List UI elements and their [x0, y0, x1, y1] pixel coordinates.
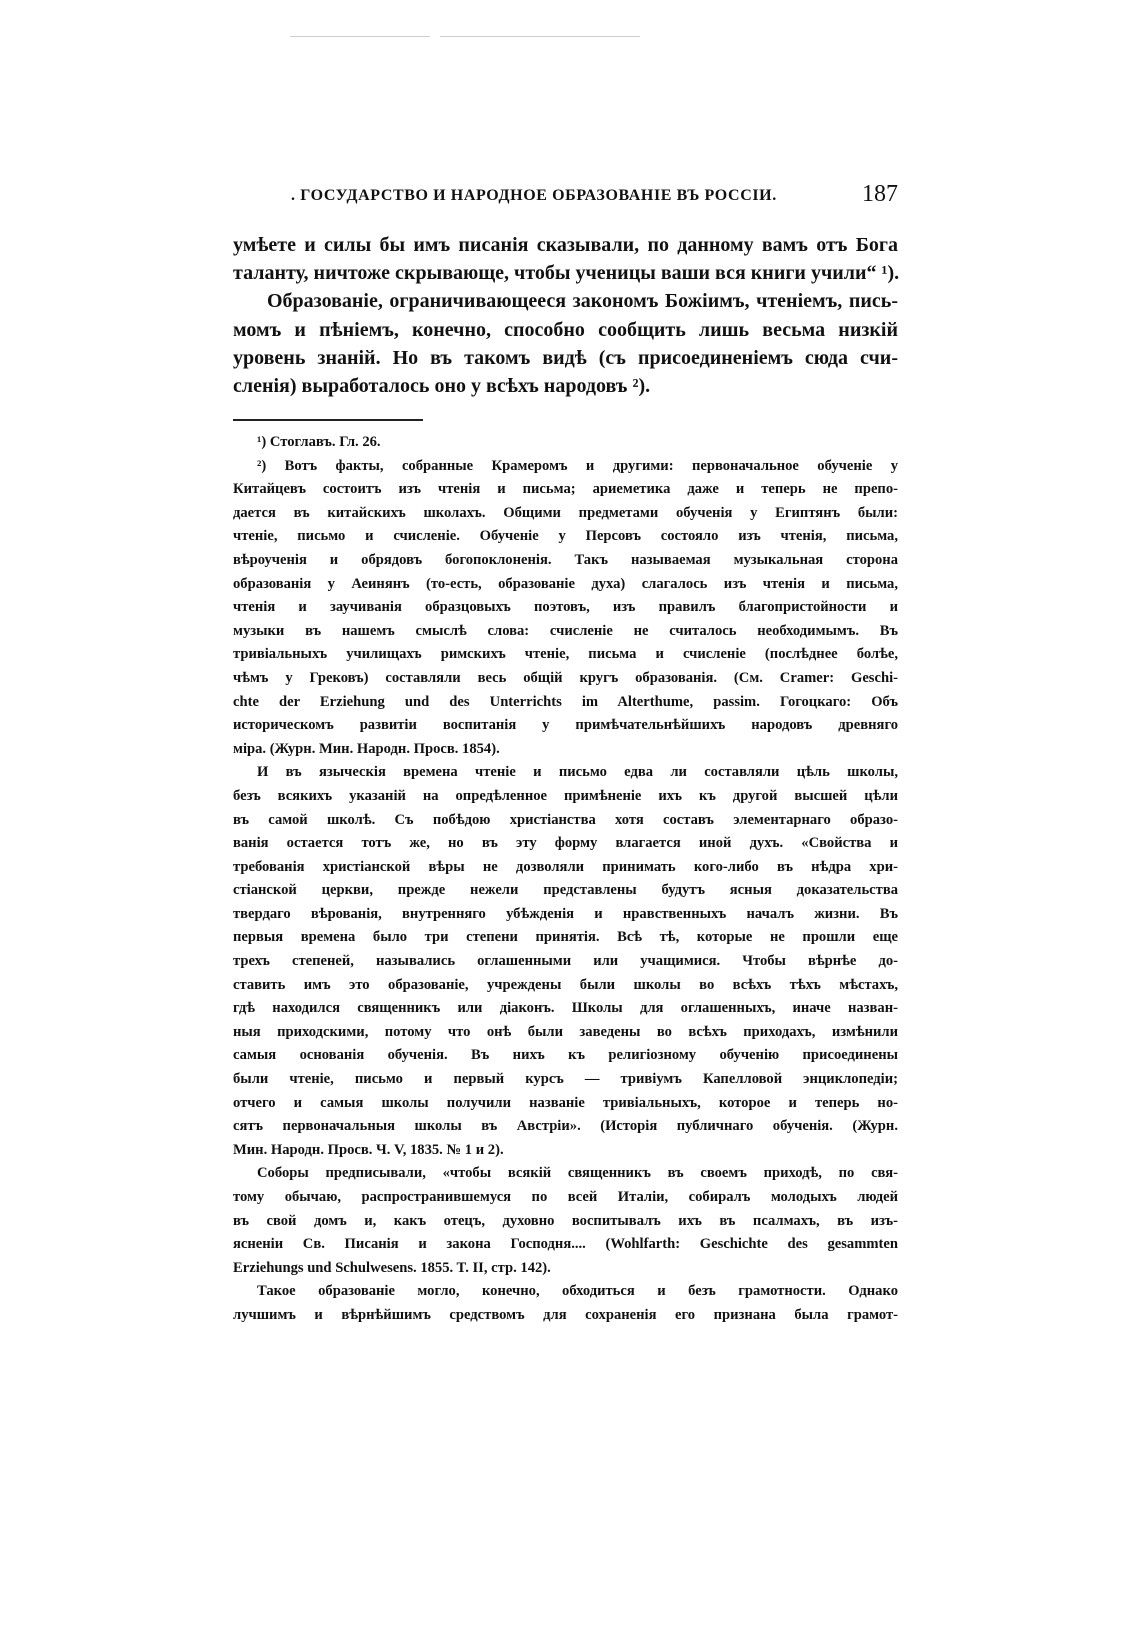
footnote-line: Такое образованіе могло, конечно, обходиться и безъ грамотности. Однако	[257, 1283, 898, 1300]
footnote-line: ²) Вотъ факты, собранные Крамеромъ и другими: первоначальное обученіе у	[257, 457, 898, 474]
footnote-line: ясненіи Св. Писанія и закона Господня.... (Wohlfarth: Geschichte des gesammten	[233, 1236, 898, 1253]
footnote-line: чтенія и заучиванія образцовыхъ поэтовъ, изъ правилъ благопристойности и	[233, 599, 898, 616]
footnotes	[233, 431, 898, 1328]
footnote-line: первыя времена было три степени принятія. Всѣ тѣ, которые не прошли еще	[233, 929, 898, 946]
footnote-line: міра. (Журн. Мин. Народн. Просв. 1854).	[233, 740, 500, 757]
footnote-line: чѣмъ у Грековъ) составляли весь общій кругъ образованія. (См. Cramer: Geschi-	[233, 669, 898, 686]
footnote-line: ванія остается тотъ же, но въ эту форму влагается иной духъ. «Свойства и	[233, 835, 898, 852]
footnote-line: образованія у Аеинянъ (то-есть, образованіе духа) слагалось изъ чтенія и письма,	[233, 575, 898, 592]
text-line: уровень знаній. Но въ такомъ видѣ (съ присоединеніемъ сюда счи-	[233, 346, 898, 369]
footnote-line: И въ языческія времена чтеніе и письмо едва ли составляли цѣль школы,	[257, 764, 898, 781]
text-line: сленія) выработалось оно у всѣхъ народовъ ²).	[233, 374, 651, 397]
footnote-line: Erziehungs und Schulwesens. 1855. T. II, стр. 142).	[233, 1259, 551, 1276]
footnote-line: отчего и самыя школы получили названіе тривіальныхъ, которое и теперь но-	[233, 1094, 898, 1111]
footnote-line: Мин. Народн. Просв. Ч. V, 1835. № 1 и 2).	[233, 1141, 504, 1158]
footnote-line: тому обычаю, распространившемуся по всей Италіи, собиралъ молодыхъ людей	[233, 1189, 898, 1205]
footnote-line: chte der Erziehung und des Unterrichts im Alterthume, passim. Гогоцкаго: Объ	[233, 693, 898, 710]
footnote-line: въ свой домъ и, какъ отецъ, духовно воспитывалъ ихъ въ псалмахъ, въ изъ-	[233, 1212, 898, 1229]
scan-artifact-line	[290, 36, 430, 37]
footnote-line: тривіальныхъ училищахъ римскихъ чтеніе, письма и счисленіе (послѣднее болѣе,	[233, 646, 898, 663]
footnote-line: вѣроученія и обрядовъ богопоклоненія. Такъ называемая музыкальная сторона	[233, 551, 898, 568]
footnote-line: Китайцевъ состоитъ изъ чтенія и письма; ариеметика даже и теперь не препо-	[233, 481, 898, 498]
footnote-line: музыки въ нашемъ смыслѣ слова: счисленіе не считалось необходимымъ. Въ	[233, 622, 898, 639]
text-line: Образованіе, ограничивающееся закономъ Божіимъ, чтеніемъ, пись-	[267, 290, 898, 313]
footnote-line: гдѣ находился священникъ или діаконъ. Школы для оглашенныхъ, иначе назван-	[233, 1000, 898, 1017]
main-text	[233, 231, 898, 400]
text-line: таланту, ничтоже скрывающе, чтобы ученицы ваши вся книги учили“ ¹).	[233, 262, 900, 285]
footnote-separator	[233, 419, 423, 421]
footnote-line: лучшимъ и вѣрнѣйшимъ средствомъ для сохраненія его признана была грамот-	[233, 1306, 898, 1323]
footnote-line: самыя основанія обученія. Въ нихъ къ религіозному обученію присоединены	[233, 1047, 898, 1064]
scan-artifact-line	[440, 36, 640, 37]
footnote-line: твердаго вѣрованія, внутренняго убѣжденія и нравственныхъ началъ жизни. Въ	[233, 905, 898, 922]
footnote-line: ставить имъ это образованіе, учреждены были школы во всѣхъ тѣхъ мѣстахъ,	[233, 976, 898, 993]
footnote-line: требованія христіанской вѣры не дозволяли принимать кого-либо въ нѣдра хри-	[233, 858, 898, 875]
text-line: умѣете и силы бы имъ писанія сказывали, по данному вамъ отъ Бога	[233, 234, 898, 256]
page-header	[233, 181, 898, 211]
footnote-line: трехъ степеней, назывались оглашенными или учащимися. Чтобы вѣрнѣе до-	[233, 953, 898, 970]
footnote-line: безъ всякихъ указаній на опредѣленное примѣненіе ихъ къ другой высшей цѣли	[233, 787, 898, 804]
footnote-line: историческомъ развитіи воспитанія у примѣчательнѣйшихъ народовъ древняго	[233, 717, 898, 734]
footnote-line: ныя приходскими, потому что онѣ были заведены во всѣхъ приходахъ, измѣнили	[233, 1023, 898, 1040]
page-number: 187	[862, 181, 898, 207]
footnote-line: были чтеніе, письмо и первый курсъ — тривіумъ Капелловой энциклопедіи;	[233, 1071, 898, 1088]
footnote-line: дается въ китайскихъ школахъ. Общими предметами обученія у Египтянъ были:	[233, 504, 898, 521]
footnote-line: сятъ первоначальныя школы въ Австріи». (Исторія публичнаго обученія. (Журн.	[233, 1118, 898, 1135]
footnote-line: въ самой школѣ. Съ побѣдою христіанства хотя составъ элементарнаго образо-	[233, 811, 898, 828]
text-line: момъ и пѣніемъ, конечно, способно сообщить лишь весьма низкій	[233, 318, 898, 341]
footnote-line: Соборы предписывали, «чтобы всякій священникъ въ своемъ приходѣ, по свя-	[257, 1165, 898, 1182]
running-title: . ГОСУДАРСТВО И НАРОДНОЕ ОБРАЗОВАНІЕ ВЪ РОССІИ.	[291, 187, 777, 204]
footnote-line: ¹) Стоглавъ. Гл. 26.	[257, 434, 381, 450]
footnote-line: стіанской церкви, прежде нежели представлены будутъ ясныя доказательства	[233, 882, 898, 899]
footnote-line: чтеніе, письмо и счисленіе. Обученіе у Персовъ состояло изъ чтенія, письма,	[233, 528, 898, 545]
